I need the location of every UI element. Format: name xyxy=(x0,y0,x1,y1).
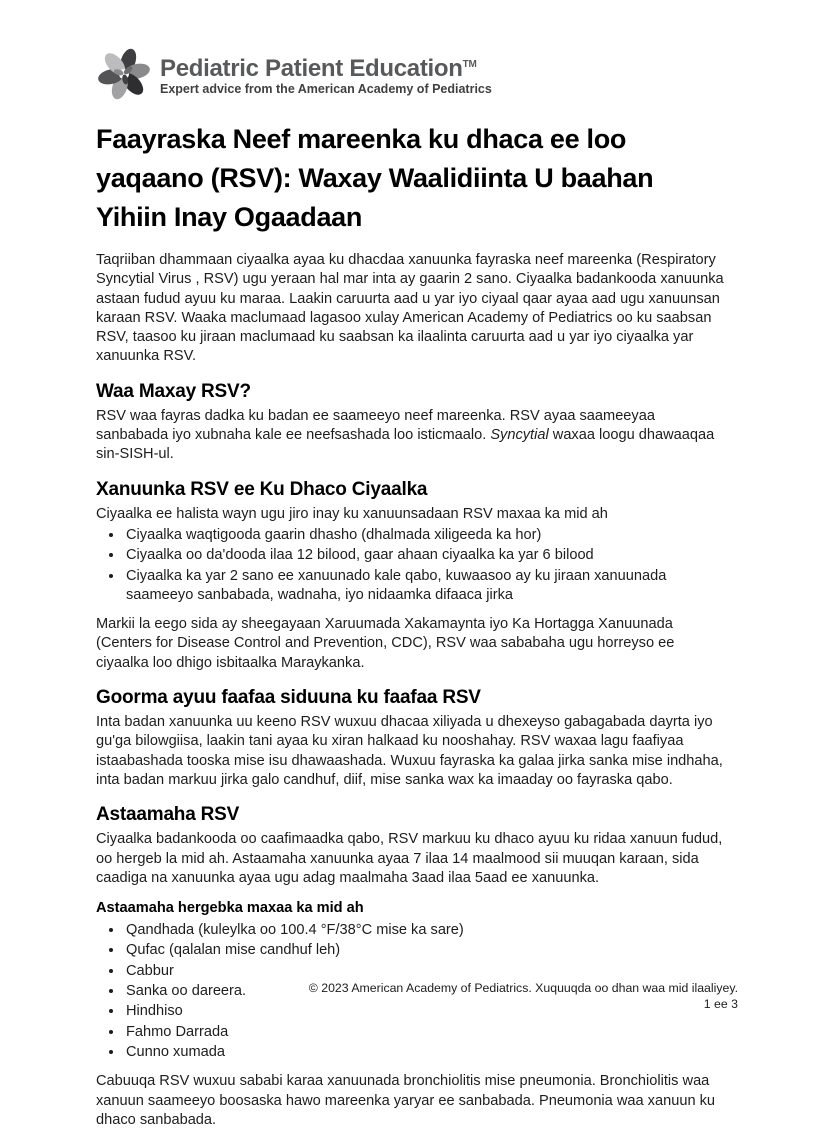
list-item: • Ciyaalka waqtigooda gaarin dhasho (dhalmada xiligeeda ka hor) xyxy=(124,526,726,545)
what-is-text-pre: RSV waa fayras dadka ku badan ee saameeyo neef mareenka. RSV ayaa saameeyaa sanbabada iyo xubnaha kale ee neefsashada loo isticmaalo. xyxy=(96,407,655,444)
complications-paragraph: Cabuuqa RSV wuxuu sababi karaa xanuunada bronchiolitis mise pneumonia. Bronchiolitis waa xanuun saameeyo boosaska hawo mareenka yaryar ee sanbabada. Pneumonia waa xanuun ku dhaco sanbabada. xyxy=(96,1073,716,1128)
section-heading-spread: Goorma ayuu faafaa siduuna ku faafaa RSV xyxy=(96,687,481,709)
aap-pinwheel-logo-icon xyxy=(96,46,152,102)
what-is-text-post: waxaa loogu dhawaaqaa sin-SISH-ul. xyxy=(96,427,715,463)
page-title xyxy=(96,120,726,237)
list-item: • Qufac (qalalan mise candhuf leh) xyxy=(124,941,726,960)
what-is-text-italic: Syncytial xyxy=(490,427,549,444)
who-gets-lead: Ciyaalka ee halista wayn ugu jiro inay ku xanuunsadaan RSV maxaa ka mid ah xyxy=(96,505,608,522)
list-item: • Cabbur xyxy=(124,962,726,981)
spread-paragraph: Inta badan xanuunka uu keeno RSV wuxuu dhacaa xiliyada u dhexeyso gabagabada dayrta iyo gu'ga bilowgiisa, laakin tani ayaa ku xiran halkaad ku nooshahay. RSV waxaa lagu faafiyaa istaabashada tooska mise isu dhawaashada. Wuxuu fayraska ka galaa jirka sanka mise indhaha, inta badan markuu jirka galo candhuf, diif, mise sanka wax ka imaaday oo fayraska qabo. xyxy=(96,714,723,788)
list-item: • Sanka oo dareera. xyxy=(124,982,726,1001)
logo-text xyxy=(160,52,492,97)
risk-group-list xyxy=(96,526,726,605)
subheading-cold-symptoms: Astaamaha hergebka maxaa ka mid ah xyxy=(96,900,364,917)
section-heading-who-gets-rsv: Xanuunka RSV ee Ku Dhaco Ciyaalka xyxy=(96,478,428,500)
trademark-symbol: TM xyxy=(462,58,477,70)
logo-tagline: Expert advice from the American Academy of Pediatrics xyxy=(160,81,492,96)
section-heading-symptoms: Astaamaha RSV xyxy=(96,804,240,826)
intro-paragraph: Taqriiban dhammaan ciyaalka ayaa ku dhacdaa xanuunka fayraska neef mareenka (Respiratory Syncytial Virus , RSV) ugu yeraan hal mar inta ay gaarin 2 sano. Ciyaalka badankooda xanuunka astaan fudud ayuu ku maraa. Laakin caruurta aad u yar iyo ciyaal qaar ayaa aad ugu xanuunsan karaan RSV. Waaka maclumaad lagasoo xulay American Academy of Pediatrics oo ku saabsan RSV, taasoo ku jiraan maclumaad ku saabsan ka ilaalinta caruurta aad u yar iyo ciyaalka yar xanuunka RSV. xyxy=(96,252,724,365)
section-heading-what-is-rsv: Waa Maxay RSV? xyxy=(96,380,251,402)
page-number: 1 ee 3 xyxy=(703,997,738,1011)
copyright-text: © 2023 American Academy of Pediatrics. Xuquuqda oo dhan waa mid ilaaliyey. xyxy=(308,981,738,995)
page-footer xyxy=(309,980,738,1012)
symptoms-paragraph: Ciyaalka badankooda oo caafimaadka qabo, RSV markuu ku dhaco ayuu ku ridaa xanuun fudud, oo hergeb la mid ah. Astaamaha xanuunka ayaa 7 ilaa 14 maalmood sii muuqan karaan, sida caadiga na xanuunka ayaa ugu adag maalmaha 3aad ilaa 5aad ee xanuunka. xyxy=(96,831,723,886)
list-item: • Ciyaalka oo da'dooda ilaa 12 bilood, gaar ahaan ciyaalka ka yar 6 bilood xyxy=(124,546,726,565)
logo-title: Pediatric Patient Education™ xyxy=(160,54,477,82)
page-title-line-1: Faayraska Neef mareenka ku dhaca ee loo xyxy=(96,124,627,154)
publication-logo xyxy=(96,46,726,102)
list-item: • Fahmo Darrada xyxy=(124,1023,726,1042)
page-content xyxy=(96,46,726,1139)
cdc-note-paragraph: Markii la eego sida ay sheegayaan Xaruumada Xakamaynta iyo Ka Hortagga Xanuunada (Centers for Disease Control and Prevention, CDC), RSV waa sababaha ugu horreyso ee ciyaalka loo dhigo isbitaalka Maraykanka. xyxy=(96,616,675,671)
list-item: • Ciyaalka ka yar 2 sano ee xanuunado kale qabo, kuwaasoo ay ku jiraan xanuunada saameeyo sanbabada, wadnaha, iyo nidaamka difaaca jirka xyxy=(124,567,726,606)
list-item: • Hindhiso xyxy=(124,1002,726,1021)
list-item: • Qandhada (kuleylka oo 100.4 °F/38°C mise ka sare) xyxy=(124,921,726,940)
list-item: • Cunno xumada xyxy=(124,1043,726,1062)
what-is-rsv-paragraph xyxy=(96,407,726,465)
page-title-line-2: yaqaano (RSV): Waxay Waalidiinta U baahan xyxy=(96,163,654,193)
page-title-line-3: Yihiin Inay Ogaadaan xyxy=(96,202,363,232)
